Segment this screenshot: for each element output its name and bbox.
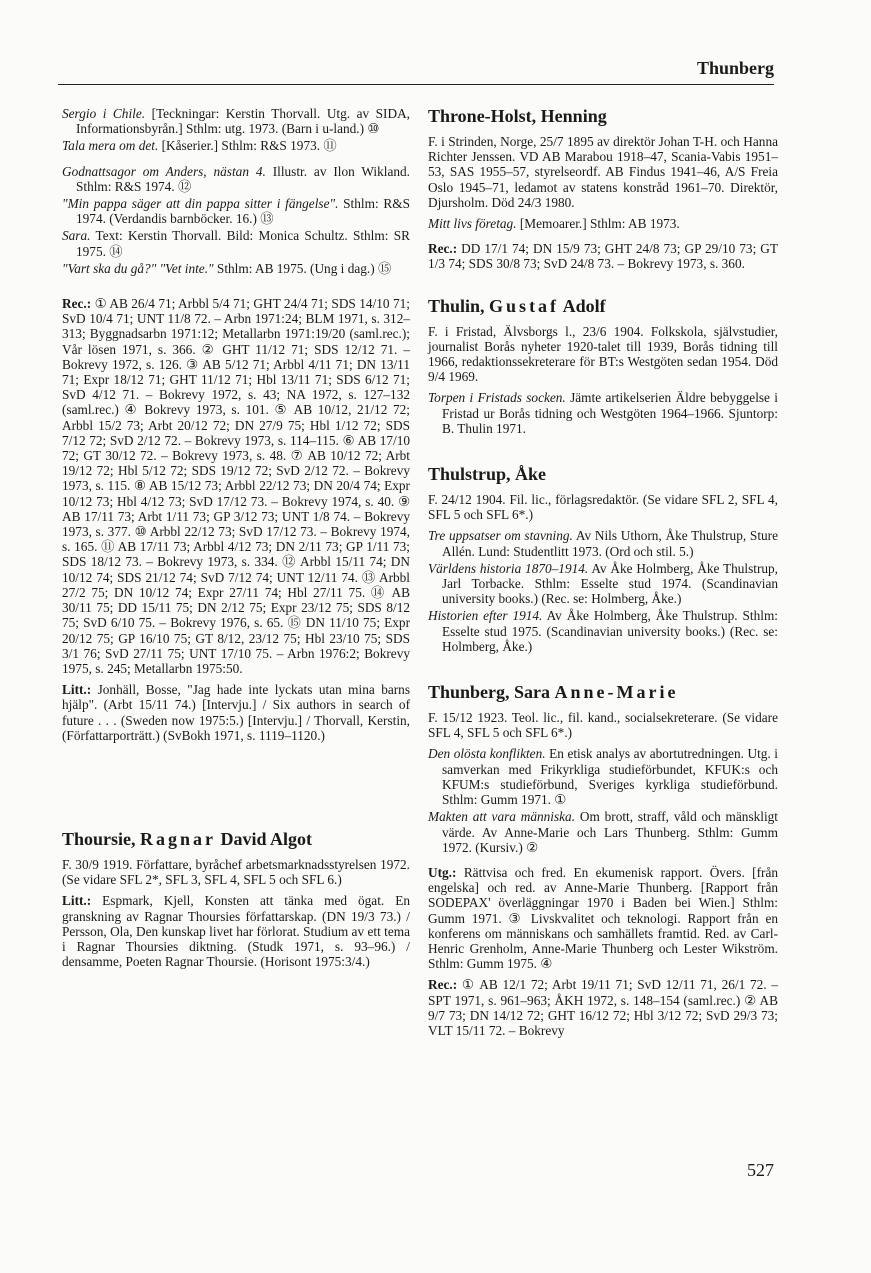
work-entry [428, 746, 778, 807]
work-title: Sergio i Chile. [62, 106, 146, 121]
entry-heading-thulin [428, 296, 778, 316]
work-entry [62, 261, 410, 276]
work-title: Godnattsagor om Anders, nästan 4. [62, 163, 266, 179]
work-title: Mitt livs företag. [428, 216, 517, 232]
work-entry [428, 216, 778, 231]
heading-text: Adolf [559, 295, 606, 316]
heading-spaced-name: Anne-Marie [554, 682, 679, 703]
left-column [62, 106, 410, 975]
right-column [428, 106, 778, 1044]
work-title: Tala mera om det. [62, 138, 159, 154]
page-number: 527 [747, 1160, 774, 1180]
heading-text: David Algot [216, 828, 313, 849]
work-details: Sthlm: R&S 1974. (Verdandis barnböcker. 16.) ⑬ [76, 196, 411, 227]
literature-paragraph [62, 682, 410, 743]
bio-paragraph: F. 30/9 1919. Författare, byråchef arbetsmarknadsstyrelsen 1972. (Se vidare SFL 2*, SFL 3, SFL 4, SFL 5 och SFL 6.) [62, 856, 410, 888]
rec-label: Rec.: [62, 296, 92, 312]
bio-paragraph: F. 24/12 1904. Fil. lic., förlagsredaktör. (Se vidare SFL 2, SFL 4, SFL 5 och SFL 6*.) [428, 492, 778, 523]
litt-text: Espmark, Kjell, Konsten att tänka med ögat. En granskning av Ragnar Thoursies författarskap. (DN 19/3 73.) / Persson, Ola, Den kunskap livet har förlorat. Studium av ett tema i Ragnar Thoursies diktning. (Studk 1971, s. 93–96.) / densamme, Poeten Ragnar Thoursie. (Horisont 1975:3/4.) [62, 893, 410, 970]
rec-label: Rec.: [428, 241, 458, 257]
work-title: Tre uppsatser om stavning. [428, 528, 573, 544]
work-title: "Min pappa säger att din pappa sitter i fängelse". [62, 196, 339, 212]
utg-label: Utg.: [428, 864, 457, 880]
work-details: [Teckningar: Kerstin Thorvall. Utg. av SIDA, Informationsbyrån.] Sthlm: utg. 1973. (Barn i u-land.) ⑩ [76, 106, 410, 137]
heading-text: Thunberg, Sara [428, 682, 555, 703]
heading-text: Thoursie, [62, 828, 141, 849]
work-details: Om brott, straff, våld och mänskligt värde. Av Anne-Marie och Lars Thunberg. Sthlm: Gumm 1972. (Kursiv.) ② [442, 809, 778, 855]
work-details: [Memoarer.] Sthlm: AB 1973. [516, 216, 680, 232]
running-head: Thunberg [696, 58, 774, 78]
heading-text: Thulin, [428, 295, 490, 316]
heading-spaced-name: Gustaf [489, 295, 560, 316]
work-entry [62, 164, 410, 194]
header-rule [58, 84, 774, 85]
entry-heading-thunberg [428, 682, 778, 702]
work-entry [62, 106, 410, 136]
entry-heading-throne-holst: Throne-Holst, Henning [428, 106, 607, 126]
reviews-paragraph [62, 296, 410, 676]
editor-paragraph [428, 865, 778, 971]
work-title: "Vart ska du gå?" "Vet inte." [62, 260, 214, 276]
work-entry [62, 196, 410, 226]
work-title: Sara. [62, 228, 91, 244]
work-details: Av Åke Holmberg, Åke Thulstrup, Jarl Torbacke. Sthlm: Esselte stud 1974. (Scandinavian university books.) (Rec. se: Holmberg, Åke.) [442, 560, 778, 607]
work-entry [428, 528, 778, 558]
work-title: Torpen i Fristads socken. [428, 390, 566, 406]
rec-text: ① AB 12/1 72; Arbt 19/11 71; SvD 12/11 71, 26/1 72. – SPT 1971, s. 961–963; ÅKH 1972, s. 148–154 (saml.rec.) ② AB 9/7 73; DN 14/12 72; GHT 16/12 72; Hbl 3/12 72; SvD 29/3 73; VLT 15/11 72. – Bokrevy [428, 977, 778, 1038]
heading-spaced-name: Ragnar [140, 828, 217, 849]
literature-paragraph [62, 893, 410, 969]
work-title: Makten att vara människa. [428, 809, 576, 825]
litt-label: Litt.: [62, 682, 92, 698]
work-title: Den olösta konflikten. [428, 746, 546, 762]
entry-heading-thulstrup: Thulstrup, Åke [428, 464, 547, 485]
work-details: Jämte artikelserien Äldre bebyggelse i Fristad ur Borås tidning och Westgöten 1964–1966. Sjuntorp: B. Thulin 1971. [442, 390, 778, 436]
work-title: Världens historia 1870–1914. [428, 560, 589, 576]
work-entry [62, 228, 410, 258]
work-entry [428, 809, 778, 855]
reviews-paragraph [428, 977, 778, 1038]
entry-heading-thoursie [62, 829, 410, 849]
work-details: En etisk analys av abortutredningen. Utg. i samverkan med Frikyrkliga studieförbundet, KFUK:s och KFUM:s studieförbund, Sveriges kyrkliga studieförbund. Sthlm: Gumm 1971. ① [442, 746, 779, 808]
rec-text: ① AB 26/4 71; Arbbl 5/4 71; GHT 24/4 71; SDS 14/10 71; SvD 10/4 71; UNT 11/8 72. – Arbn 1971:24; BLM 1971, s. 312–313; Byggnadsarbn 1971:12; Metallarbn 1971:19/20 (saml.rec.); Vår lösen 1971, s. 366. ② GHT 11/12 71; SDS 12/12 71. – Bokrevy 1972, s. 126. ③ AB 5/12 71; Arbbl 4/11 71; DN 13/11 71; Expr 18/12 71; GHT 11/12 71; Hbl 13/11 71; SDS 6/12 71; SvD 4/12 71. – Bokrevy 1972, s. 43; NA 1972, s. 127–132 (saml.rec.) ④ Bokrevy 1973, s. 101. ⑤ AB 10/12, 21/12 72; Arbbl 15/2 73; Arbt 20/12 72; DN 27/9 75; Hbl 1/12 72; SDS 7/12 72; SvD 2/12 72. – Bokrevy 1973, s. 114–115. ⑥ AB 17/10 72; GT 30/12 72. – Bokrevy 1973, s. 48. ⑦ AB 10/12 72; Arbt 19/12 72; Hbl 5/12 72; SDS 19/12 72; SvD 2/12 72. – Bokrevy 1973, s. 115. ⑧ AB 15/12 73; Arbbl 22/12 73; DN 20/4 74; Expr 10/12 73; Hbl 4/12 73; SvD 17/12 73. – Bokrevy 1974, s. 40. ⑨ AB 17/11 73; Arbt 1/11 73; GP 3/12 73; UNT 1/8 74. – Bokrevy 1973, s. 377. ⑩ Arbbl 22/12 73; SvD 17/12 73. – Bokrevy 1974, s. 165. ⑪ AB 17/11 73; Arbbl 4/12 73; DN 2/11 73; GP 1/11 73; SDS 18/12 73. – Bokrevy 1973, s. 334. ⑫ Arbbl 15/11 74; DN 10/12 74; SDS 21/12 74; SvD 7/12 74; UNT 12/11 74. ⑬ Arbbl 27/2 75; DN 10/12 74; Expr 27/11 74; Hbl 27/11 75. ⑭ AB 30/11 75; DD 15/11 75; DN 2/12 75; Expr 23/12 75; SDS 8/12 75; SvD 6/10 75. – Bokrevy 1976, s. 65. ⑮ DN 11/10 75; Expr 20/12 75; GP 16/10 75; GT 8/12, 23/12 75; Hbl 23/10 75; SDS 3/1 76; SvD 27/11 75; UNT 17/10 75. – Arbn 1976:2; Bokrevy 1975, s. 245; Metallarbn 1975:50. [62, 296, 410, 676]
bio-paragraph: F. i Strinden, Norge, 25/7 1895 av direktör Johan T-H. och Hanna Richter Jenssen. VD AB Marabou 1918–47, Scania-Vabis 1951–53, SAS 1955–57, styrelseordf. AB Findus 1941–46, A/S Freia Oslo 1945–71, ledamot av statens konstråd 1961–70. Direktör, Djursholm. Död 24/3 1980. [428, 134, 778, 210]
work-entry [428, 561, 778, 607]
work-title: Historien efter 1914. [428, 608, 543, 624]
litt-text: Jonhäll, Bosse, "Jag hade inte lyckats utan mina barns hjälp". (Arbt 15/11 74.) [Intervju.] / Six authors in search of future . . . (Sweden now 1975:5.) [Intervju.] / Thorvall, Kerstin, (Författarporträtt.) (SvBokh 1971, s. 1119–1120.) [62, 682, 410, 743]
work-details: Text: Kerstin Thorvall. Bild: Monica Schultz. Sthlm: SR 1975. ⑭ [76, 228, 410, 259]
work-entry [428, 390, 778, 436]
utg-text: Rättvisa och fred. En ekumenisk rapport. Övers. [från engelska] och red. av Anne-Marie Thunberg. [Rapport från SODEPAX' överläggningar 1970 i Baden bei Wien.] Sthlm: Gumm 1971. ③ Livskvalitet och teknologi. Rapport från en konferens om människans och samhällets framtid. Red. av Carl-Henric Grenholm, Anne-Marie Thunberg och Lester Wikström. Sthlm: Gumm 1975. ④ [428, 864, 778, 972]
rec-text: DD 17/1 74; DN 15/9 73; GHT 24/8 73; GP 29/10 73; GT 1/3 74; SDS 30/8 73; SvD 24/8 73. – Bokrevy 1973, s. 360. [428, 241, 778, 272]
rec-label: Rec.: [428, 977, 458, 993]
work-details: Av Nils Uthorn, Åke Thulstrup, Sture Allén. Lund: Studentlitt 1973. (Ord och stil. 5.) [442, 528, 778, 559]
work-entry [62, 138, 410, 153]
reviews-paragraph [428, 241, 778, 271]
litt-label: Litt.: [62, 893, 92, 909]
work-entry [428, 608, 778, 654]
work-details: Illustr. av Ilon Wikland. Sthlm: R&S 1974. ⑫ [76, 163, 410, 194]
bio-paragraph: F. 15/12 1923. Teol. lic., fil. kand., socialsekreterare. (Se vidare SFL 4, SFL 5 och SFL 6*.) [428, 710, 778, 741]
work-details: Sthlm: AB 1975. (Ung i dag.) ⑮ [213, 260, 392, 276]
bio-paragraph: F. i Fristad, Älvsborgs l., 23/6 1904. Folkskola, självstudier, journalist Borås nyheter 1920-talet till 1939, Borås tidning till 1966, redaktionssekreterare för BT:s Westgöten sedan 1954. Död 9/4 1969. [428, 323, 778, 385]
work-details: Av Åke Holmberg, Åke Thulstrup. Sthlm: Esselte stud 1975. (Scandinavian university books.) (Rec. se: Holmberg, Åke.) [442, 608, 779, 654]
work-details: [Kåserier.] Sthlm: R&S 1973. ⑪ [158, 138, 337, 154]
